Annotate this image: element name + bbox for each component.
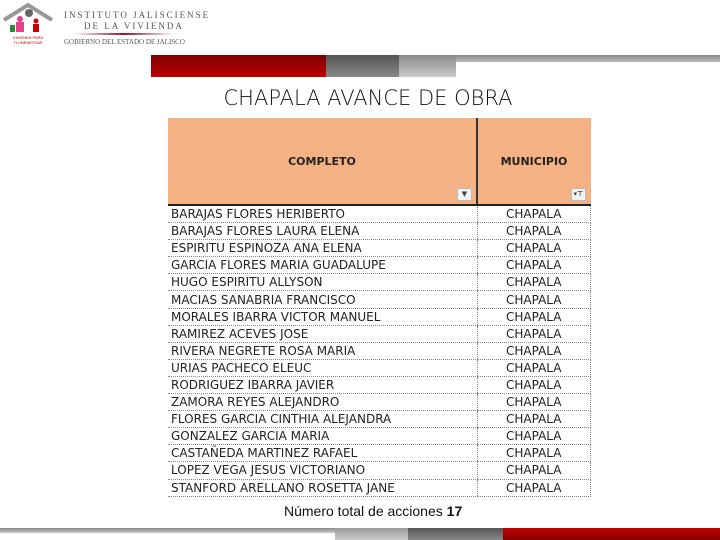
svg-text:TU BIENESTAR: TU BIENESTAR (13, 40, 43, 45)
table-row (168, 411, 591, 428)
cell-municipio: CHAPALA (477, 274, 591, 291)
table-row (168, 479, 591, 496)
cell-municipio: CHAPALA (477, 376, 591, 393)
table-row (168, 308, 591, 325)
table-row (168, 223, 591, 240)
cell-municipio: CHAPALA (477, 462, 591, 479)
cell-completo: FLORES GARCIA CINTHIA ALEJANDRA (168, 411, 477, 428)
cell-municipio: CHAPALA (477, 325, 591, 342)
table-row (168, 257, 591, 274)
table-row (168, 205, 591, 223)
cell-completo: RODRIGUEZ IBARRA JAVIER (168, 376, 477, 393)
top-dark-gray-bar (326, 55, 399, 77)
cell-municipio: CHAPALA (477, 257, 591, 274)
svg-text:VIVIENDA PARA: VIVIENDA PARA (12, 35, 44, 40)
cell-municipio: CHAPALA (477, 291, 591, 308)
total-actions (284, 503, 462, 519)
table-row (168, 291, 591, 308)
institute-name-line1: INSTITUTO JALISCIENSE (64, 10, 211, 20)
bottom-light-gray-bar (335, 528, 408, 540)
cell-municipio: CHAPALA (477, 445, 591, 462)
bottom-red-bar (503, 528, 720, 540)
column-label: COMPLETO (288, 154, 356, 168)
cell-municipio: CHAPALA (477, 479, 591, 496)
page-title: CHAPALA AVANCE DE OBRA (223, 86, 513, 110)
filter-dropdown-icon[interactable]: ▼ (457, 188, 472, 201)
cell-completo: ZAMORA REYES ALEJANDRO (168, 394, 477, 411)
institute-name-line2: DE LA VIVIENDA (84, 21, 184, 31)
top-gray-line (456, 55, 720, 62)
table-row (168, 240, 591, 257)
column-header-completo (168, 118, 477, 205)
beneficiaries-table (168, 118, 591, 497)
government-name: GOBIERNO DEL ESTADO DE JALISCO (64, 38, 185, 46)
bottom-gray-line (0, 528, 335, 533)
cell-completo: ESPIRITU ESPINOZA ANA ELENA (168, 240, 477, 257)
table-row (168, 445, 591, 462)
table-row (168, 462, 591, 479)
total-label: Número total de acciones (284, 503, 443, 519)
logo-divider (74, 33, 174, 35)
cell-municipio: CHAPALA (477, 428, 591, 445)
cell-municipio: CHAPALA (477, 359, 591, 376)
table-row (168, 342, 591, 359)
table-row (168, 359, 591, 376)
cell-completo: RAMIREZ ACEVES JOSE (168, 325, 477, 342)
cell-municipio: CHAPALA (477, 411, 591, 428)
cell-municipio: CHAPALA (477, 394, 591, 411)
total-value: 17 (446, 503, 463, 519)
top-red-bar (151, 55, 326, 77)
cell-municipio: CHAPALA (477, 342, 591, 359)
table-row (168, 428, 591, 445)
cell-municipio: CHAPALA (477, 223, 591, 240)
cell-municipio: CHAPALA (477, 308, 591, 325)
column-header-municipio (477, 118, 591, 205)
cell-completo: MACIAS SANABRIA FRANCISCO (168, 291, 477, 308)
top-light-gray-bar (399, 55, 456, 77)
cell-completo: BARAJAS FLORES LAURA ELENA (168, 223, 477, 240)
table-row (168, 274, 591, 291)
vivienda-logo (2, 2, 54, 46)
cell-completo: LOPEZ VEGA JESUS VICTORIANO (168, 462, 477, 479)
bottom-dark-gray-bar (408, 528, 503, 540)
table-row (168, 325, 591, 342)
table-row (168, 394, 591, 411)
cell-completo: URIAS PACHECO ELEUC (168, 359, 477, 376)
table-row (168, 376, 591, 393)
cell-completo: GONZALEZ GARCIA MARIA (168, 428, 477, 445)
cell-completo: GARCIA FLORES MARIA GUADALUPE (168, 257, 477, 274)
cell-municipio: CHAPALA (477, 205, 591, 223)
cell-completo: CASTAÑEDA MARTINEZ RAFAEL (168, 445, 477, 462)
cell-completo: MORALES IBARRA VICTOR MANUEL (168, 308, 477, 325)
cell-completo: BARAJAS FLORES HERIBERTO (168, 205, 477, 223)
filter-active-icon[interactable]: ▾⊤ (571, 188, 586, 201)
cell-municipio: CHAPALA (477, 240, 591, 257)
cell-completo: HUGO ESPIRITU ALLYSON (168, 274, 477, 291)
column-label: MUNICIPIO (500, 154, 568, 168)
cell-completo: STANFORD ARELLANO ROSETTA JANE (168, 479, 477, 496)
cell-completo: RIVERA NEGRETE ROSA MARIA (168, 342, 477, 359)
